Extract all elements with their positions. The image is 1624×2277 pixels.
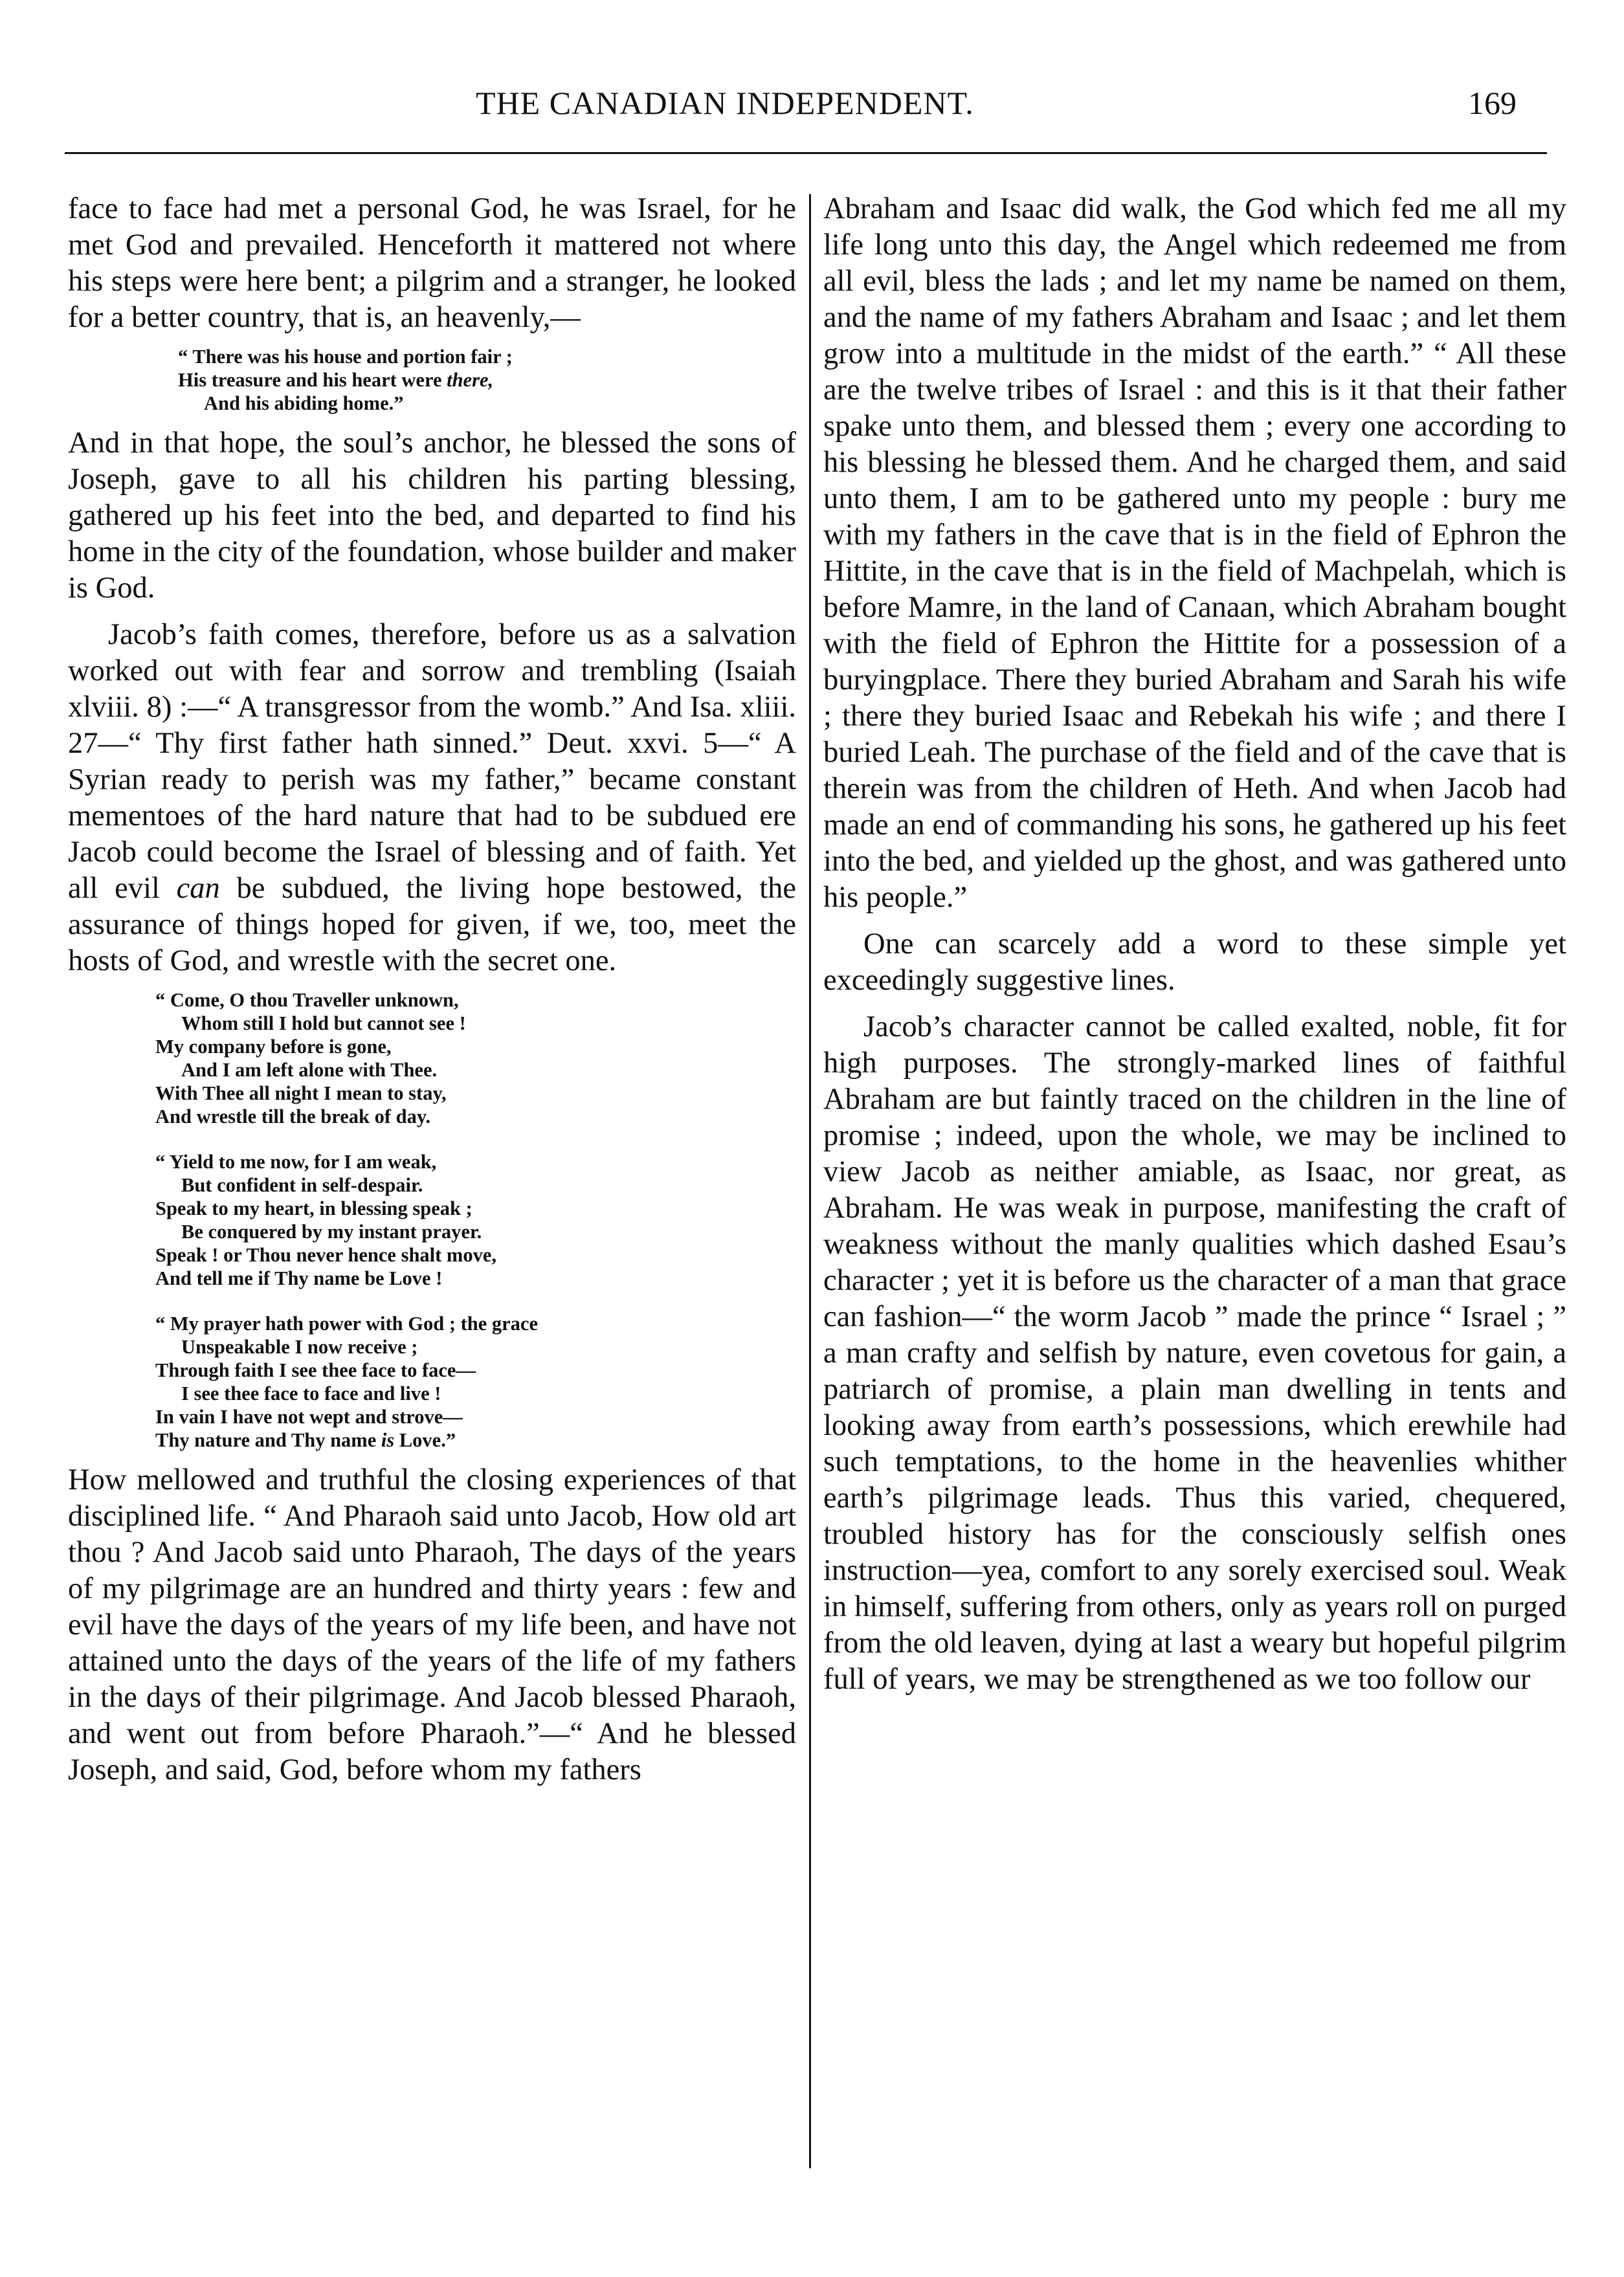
verse-emphasis: is [381,1429,395,1451]
paragraph-text: Jacob’s faith comes, therefore, before us as a salvation worked out with fear and sorrow and trembling (Isaiah xlviii. 8) :—“ A transgressor from the womb.” And Isa. xliii. 27—“ Thy first father hath sinned.” Deut. xxvi. 5—“ A Syrian ready to perish was my father,” became constant mementoes of the hard nature that had to be subdued ere Jacob could become the Israel of blessing and of faith. Yet all evil [68,618,796,905]
verse-line: But confident in self-despair. [181,1174,423,1196]
verse-line [178,368,796,392]
verse-line: “ There was his house and portion fair ; [178,346,513,368]
hymn-stanza [155,1312,796,1452]
verse-text: Love.” [399,1429,456,1451]
hymn-stanza [155,988,796,1128]
verse-line [155,1428,796,1452]
emphasis: can [176,872,220,905]
verse-line: Speak ! or Thou never hence shalt move, [155,1244,497,1266]
paragraph: Jacob’s character cannot be called exalted, noble, fit for high purposes. The strongly-marked lines of faithful Abraham are but faintly traced on the children in the line of promise ; indeed, upon the whole, we may be inclined to view Jacob as neither amiable, as Isaac, nor great, as Abraham. He was weak in purpose, manifesting the craft of weakness without the manly qualities which dashed Esau’s character ; yet it is before us the character of a man that grace can fashion—“ the worm Jacob ” made the prince “ Israel ; ” a man crafty and selfish by nature, even covetous for gain, a patriarch of promise, a plain man dwelling in tents and looking away from earth’s possessions, which erewhile had such temptations, to the home in the heavenlies whither earth’s pilgrimage leads. Thus this varied, chequered, troubled history has for the consciously selfish ones instruction—yea, comfort to any sorely exercised soul. Weak in himself, suffering from others, only as years roll on purged from the old leaven, dying at last a weary but hopeful pilgrim full of years, we may be strengthened as we too follow our [823,1010,1566,1696]
page-number: 169 [1468,85,1517,121]
verse-line: “ Yield to me now, for I am weak, [155,1151,437,1173]
verse-line: My company before is gone, [155,1036,392,1058]
paragraph: How mellowed and truthful the closing experiences of that disciplined life. “ And Pharaoh said unto Jacob, How old art thou ? And Jacob said unto Pharaoh, The days of the years of my pilgrimage are an hundred and thirty years : few and evil have the days of the years of my life been, and have not attained unto the days of the years of the life of my fathers in the days of their pilgrimage. And Jacob blessed Pharaoh, and went out from before Pharaoh.”—“ And he blessed Joseph, and said, God, before whom my fathers [68,1463,796,1786]
verse-line: In vain I have not wept and strove— [155,1406,463,1428]
verse-line: Whom still I hold but cannot see ! [181,1012,466,1034]
running-title: THE CANADIAN INDEPENDENT. [476,85,974,121]
verse-line: Unspeakable I now receive ; [181,1336,418,1358]
header-rule [65,152,1547,154]
paragraph: face to face had met a personal God, he was Israel, for he met God and prevailed. Henceforth it mattered not where his steps were here bent; a pilgrim and a stranger, he looked for a better country, that is, an heavenly,— [68,192,796,334]
verse-line: And I am left alone with Thee. [181,1059,438,1081]
verse-line: And his abiding home.” [204,392,404,414]
verse-line: Through faith I see thee face to face— [155,1359,476,1381]
paragraph [68,617,796,979]
right-column [823,191,1566,1698]
paragraph-text: be subdued, the living hope bestowed, the assurance of things hoped for given, if we, too, meet the hosts of God, and wrestle with the secret one. [68,872,797,977]
verse-text: His treasure and his heart were [178,369,442,391]
paragraph: And in that hope, the soul’s anchor, he blessed the sons of Joseph, gave to all his children his parting blessing, gathered up his feet into the bed, and departed to find his home in the city of the foundation, whose builder and maker is God. [68,427,796,605]
verse-line: Be conquered by my instant prayer. [181,1221,482,1243]
verse-line: And tell me if Thy name be Love ! [155,1267,443,1289]
verse-line: With Thee all night I mean to stay, [155,1082,447,1104]
verse-line: Speak to my heart, in blessing speak ; [155,1197,473,1219]
verse-line: And wrestle till the break of day. [155,1105,431,1127]
page-header [0,84,1624,136]
verse-quote [68,345,796,415]
hymn [68,988,796,1452]
hymn-stanza [155,1150,796,1290]
verse-line: “ My prayer hath power with God ; the grace [155,1313,539,1335]
left-column [68,191,796,1788]
verse-line: I see thee face to face and live ! [181,1383,441,1405]
paragraph: Abraham and Isaac did walk, the God which fed me all my life long unto this day, the Angel which redeemed me from all evil, bless the lads ; and let my name be named on them, and the name of my fathers Abraham and Isaac ; and let them grow into a multitude in the midst of the earth.” “ All these are the twelve tribes of Israel : and this is it that their father spake unto them, and blessed them ; every one according to his blessing he blessed them. And he charged them, and said unto them, I am to be gathered unto my people : bury me with my fathers in the cave that is in the field of Ephron the Hittite, in the cave that is in the field of Machpelah, which is before Mamre, in the land of Canaan, which Abraham bought with the field of Ephron the Hittite for a possession of a buryingplace. There they buried Abraham and Sarah his wife ; there they buried Isaac and Rebekah his wife ; and there I buried Leah. The purchase of the field and of the cave that is therein was from the children of Heth. And when Jacob had made an end of commanding his sons, he gathered up his feet into the bed, and yielded up the ghost, and was gathered unto his people.” [823,192,1566,914]
column-divider [809,194,811,2168]
verse-line: “ Come, O thou Traveller unknown, [155,989,459,1011]
verse-emphasis: there, [447,369,494,391]
paragraph: One can scarcely add a word to these simple yet exceedingly suggestive lines. [823,927,1566,997]
verse-text: Thy nature and Thy name [155,1429,377,1451]
